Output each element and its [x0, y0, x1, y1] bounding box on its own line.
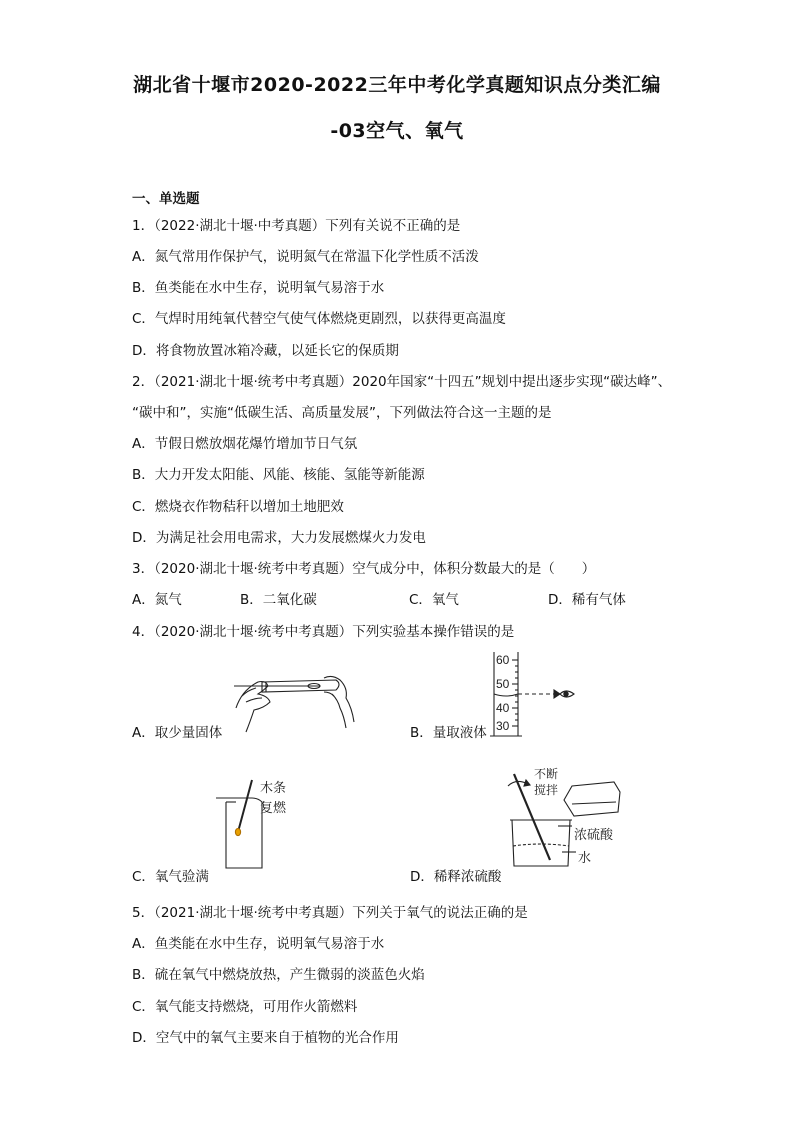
stick-label: 木条 — [260, 780, 287, 795]
question-5-stem: 5．（2021·湖北十堰·统考中考真题）下列关于氧气的说法正确的是 — [132, 905, 528, 921]
figure-a-test-tube-hands — [228, 668, 368, 736]
figure-b-graduated-cylinder — [486, 648, 586, 740]
relight-label: 复燃 — [260, 800, 287, 815]
question-4-option-b: B．量取液体 — [410, 725, 487, 741]
cylinder-tick-label: 60 — [496, 653, 510, 667]
question-4-option-a: A．取少量固体 — [132, 725, 223, 741]
document-title-line-1: 湖北省十堰市2020-2022三年中考化学真题知识点分类汇编 — [133, 74, 661, 96]
figure-d-dilute-sulfuric-acid — [498, 764, 648, 876]
question-2-option-c: C．燃烧衣作物秸秆以增加土地肥效 — [132, 499, 344, 515]
question-1-option-c: C．气焊时用纯氧代替空气使气体燃烧更剧烈，以获得更高温度 — [132, 311, 506, 327]
question-5-option-c: C．氧气能支持燃烧，可用作火箭燃料 — [132, 999, 358, 1015]
question-3-option-d: D．稀有气体 — [548, 592, 626, 608]
question-4-option-d: D．稀释浓硫酸 — [410, 869, 502, 885]
question-5-option-d: D．空气中的氧气主要来自于植物的光合作用 — [132, 1030, 399, 1046]
section-heading: 一、单选题 — [132, 191, 200, 207]
question-2-option-b: B．大力开发太阳能、风能、核能、氢能等新能源 — [132, 467, 425, 483]
question-1-option-b: B．鱼类能在水中生存，说明氧气易溶于水 — [132, 280, 385, 296]
question-5-option-a: A．鱼类能在水中生存，说明氧气易溶于水 — [132, 936, 385, 952]
acid-label: 浓硫酸 — [574, 827, 614, 842]
cylinder-tick-label: 50 — [496, 677, 510, 691]
question-4-stem: 4．（2020·湖北十堰·统考中考真题）下列实验基本操作错误的是 — [132, 624, 515, 640]
question-2-stem-line-2: “碳中和”，实施“低碳生活、高质量发展”，下列做法符合这一主题的是 — [132, 405, 552, 421]
question-1-stem: 1．（2022·湖北十堰·中考真题）下列有关说不正确的是 — [132, 218, 461, 234]
question-3-option-b: B．二氧化碳 — [240, 592, 317, 608]
question-3-option-c: C．氧气 — [409, 592, 459, 608]
cylinder-tick-label: 30 — [496, 719, 510, 733]
stir-label-2: 搅拌 — [534, 783, 559, 797]
question-1-option-d: D．将食物放置冰箱冷藏，以延长它的保质期 — [132, 343, 399, 359]
question-2-stem-line-1: 2．（2021·湖北十堰·统考中考真题）2020年国家“十四五”规划中提出逐步实现“碳达峰”、 — [132, 374, 672, 390]
question-1-option-a: A．氮气常用作保护气，说明氮气在常温下化学性质不活泼 — [132, 249, 479, 265]
document-title-line-2: -03空气、氧气 — [330, 120, 464, 142]
question-3-option-a: A．氮气 — [132, 592, 182, 608]
question-2-option-a: A．节假日燃放烟花爆竹增加节日气氛 — [132, 436, 358, 452]
question-2-option-d: D．为满足社会用电需求，大力发展燃煤火力发电 — [132, 530, 426, 546]
question-5-option-b: B．硫在氧气中燃烧放热，产生微弱的淡蓝色火焰 — [132, 967, 425, 983]
water-label: 水 — [578, 850, 592, 865]
question-4-option-c: C．氧气验满 — [132, 869, 209, 885]
cylinder-tick-label: 40 — [496, 701, 510, 715]
question-3-stem: 3．（2020·湖北十堰·统考中考真题）空气成分中，体积分数最大的是（ ） — [132, 561, 596, 577]
figure-c-oxygen-bottle — [212, 776, 332, 872]
stir-label-1: 不断 — [534, 767, 559, 781]
